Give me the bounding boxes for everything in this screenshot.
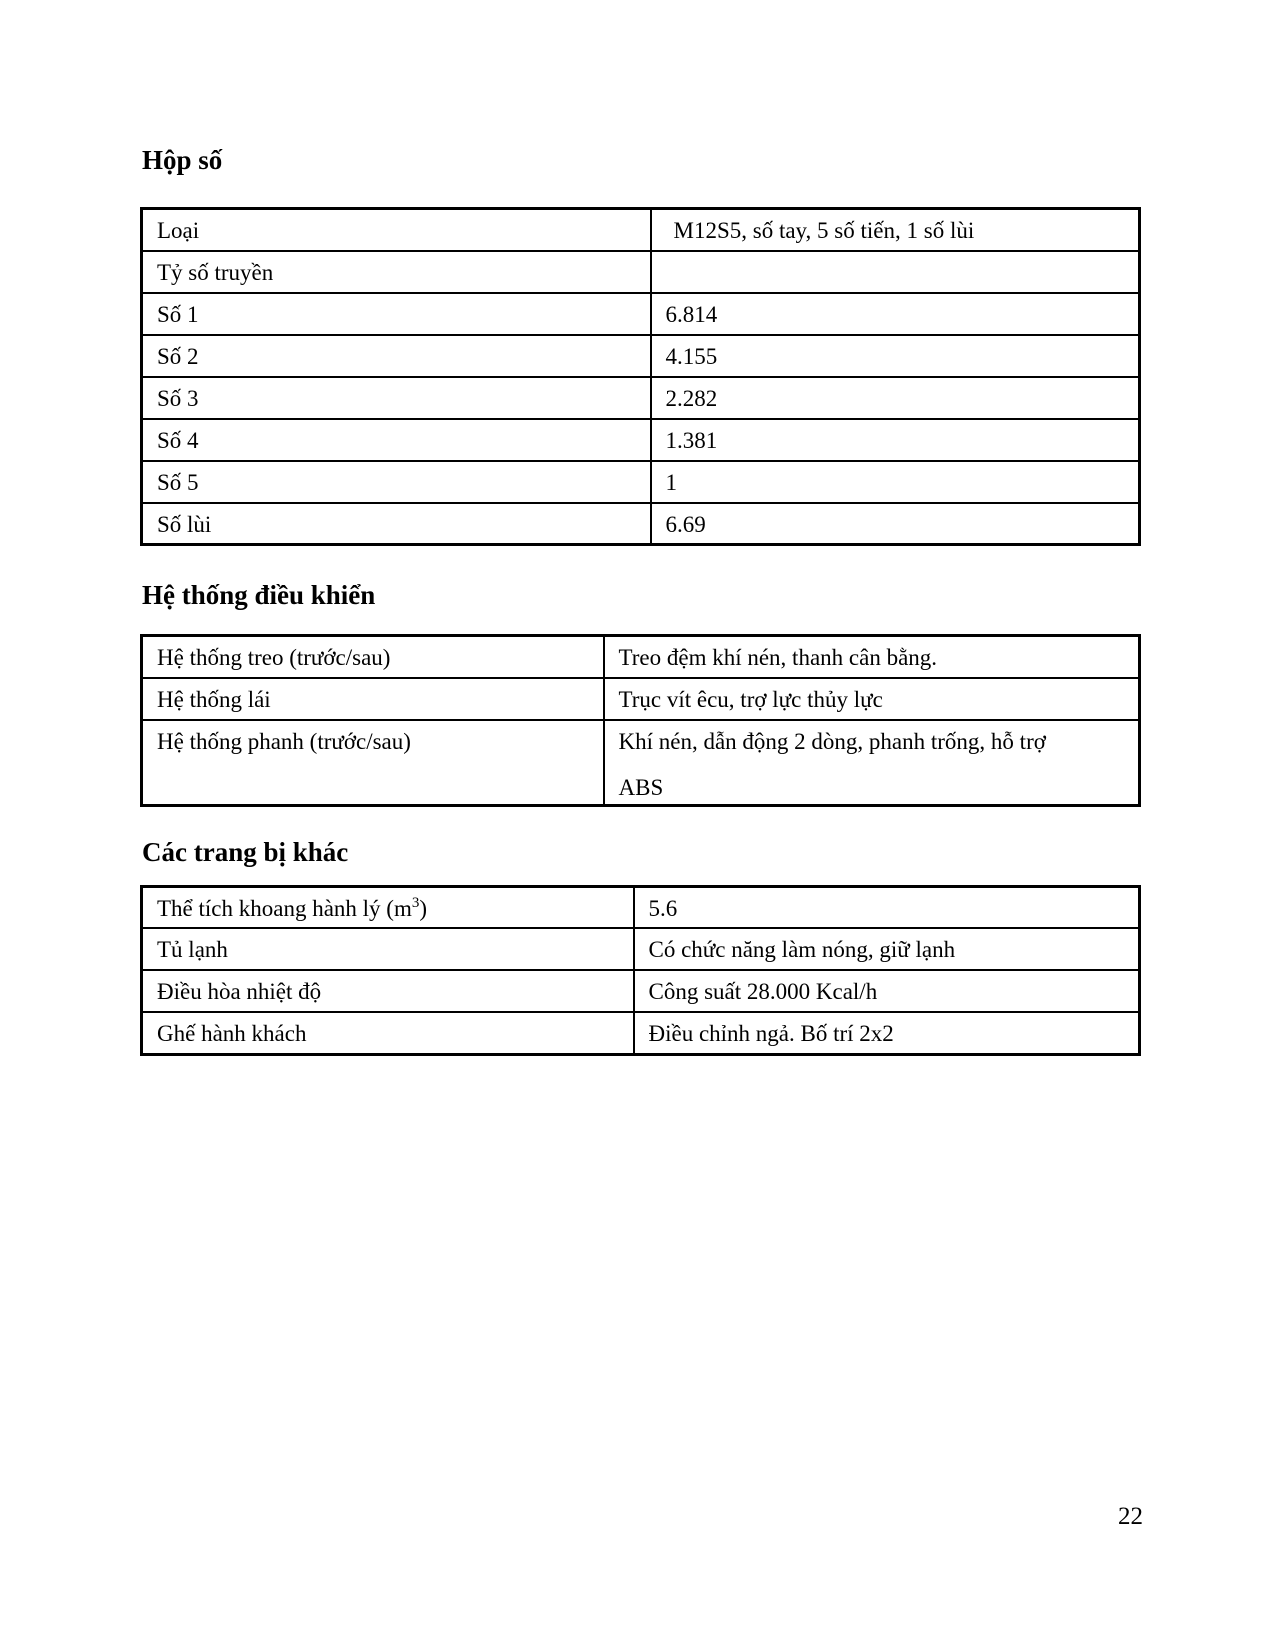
gearbox-table — [140, 207, 1141, 546]
spec-label-suffix: ) — [419, 895, 428, 921]
table-row — [142, 1012, 1140, 1054]
spec-value-cell: Công suất 28.000 Kcal/h — [634, 970, 1140, 1012]
spec-value-cell: Điều chỉnh ngả. Bố trí 2x2 — [634, 1012, 1140, 1054]
spec-value-line1: Khí nén, dẫn động 2 dòng, phanh trống, hỗ trợ — [618, 728, 1046, 754]
table-row — [142, 209, 1140, 251]
spec-label-text: Thể tích khoang hành lý (m — [157, 895, 412, 921]
table-row — [142, 678, 1140, 720]
spec-label-cell: Điều hòa nhiệt độ — [142, 970, 634, 1012]
spec-value-cell: M12S5, số tay, 5 số tiến, 1 số lùi — [651, 209, 1140, 251]
table-row — [142, 377, 1140, 419]
spec-label-cell: Số 3 — [142, 377, 651, 419]
table-row — [142, 886, 1140, 928]
other-equipment-table — [140, 885, 1141, 1056]
spec-label-cell: Ghế hành khách — [142, 1012, 634, 1054]
table-row — [142, 335, 1140, 377]
section-heading-control-systems: Hệ thống điều khiển — [142, 580, 376, 610]
spec-label-cell: Số 1 — [142, 293, 651, 335]
spec-value-cell: 1.381 — [651, 419, 1140, 461]
spec-label-cell: Số 2 — [142, 335, 651, 377]
spec-label-cell: Tỷ số truyền — [142, 251, 651, 293]
table-row — [142, 251, 1140, 293]
spec-label-cell: Hệ thống treo (trước/sau) — [142, 636, 604, 678]
spec-label-cell — [142, 886, 634, 928]
section-heading-other-equipment: Các trang bị khác — [142, 836, 349, 867]
table-row — [142, 461, 1140, 503]
table-row — [142, 970, 1140, 1012]
spec-value-cell: 4.155 — [651, 335, 1140, 377]
table-row — [142, 928, 1140, 970]
spec-label-cell: Loại — [142, 209, 651, 251]
spec-value-cell: 6.814 — [651, 293, 1140, 335]
spec-label-cell: Số 4 — [142, 419, 651, 461]
spec-value-cell: Treo đệm khí nén, thanh cân bằng. — [604, 636, 1140, 678]
spec-value-cell: 6.69 — [651, 503, 1140, 545]
spec-value-line2: ABS — [618, 774, 664, 800]
spec-label-cell: Số 5 — [142, 461, 651, 503]
page-number: 22 — [1118, 1503, 1143, 1530]
superscript-3: 3 — [411, 894, 420, 911]
table-row — [142, 503, 1140, 545]
spec-value-cell: Trục vít êcu, trợ lực thủy lực — [604, 678, 1140, 720]
spec-value-cell: 5.6 — [634, 886, 1140, 928]
spec-value-cell — [651, 251, 1140, 293]
table-row — [142, 419, 1140, 461]
table-row — [142, 293, 1140, 335]
spec-value-cell: 2.282 — [651, 377, 1140, 419]
table-row — [142, 720, 1140, 806]
control-systems-table — [140, 634, 1141, 807]
section-heading-gearbox: Hộp số — [142, 145, 223, 175]
spec-label-cell: Số lùi — [142, 503, 651, 545]
spec-label-cell: Hệ thống lái — [142, 678, 604, 720]
table-row — [142, 636, 1140, 678]
spec-value-cell: 1 — [651, 461, 1140, 503]
spec-label-cell: Tủ lạnh — [142, 928, 634, 970]
spec-value-cell: Có chức năng làm nóng, giữ lạnh — [634, 928, 1140, 970]
page-content — [140, 0, 1138, 1056]
spec-value-cell — [604, 720, 1140, 806]
spec-label-cell: Hệ thống phanh (trước/sau) — [142, 720, 604, 806]
